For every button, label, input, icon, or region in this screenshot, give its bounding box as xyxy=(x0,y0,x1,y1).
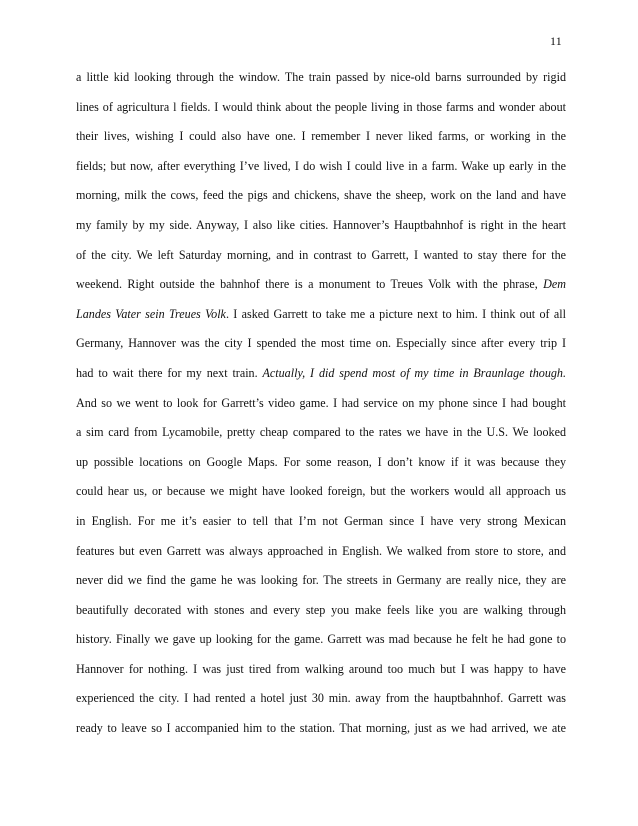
text-line: history. Finally we gave up looking for the game. Garrett was mad because he felt he had gone to xyxy=(76,632,566,647)
text-line: my family by my side. Anyway, I also like cities. Hannover’s Hauptbahnhof is right in the heart xyxy=(76,217,566,232)
text-line: a sim card from Lycamobile, pretty cheap compared to the rates we have in the U.S. We looked xyxy=(76,425,566,440)
body-text xyxy=(76,70,566,751)
page-number: 11 xyxy=(550,34,562,48)
text-line: ready to leave so I accompanied him to the station. That morning, just as we had arrived, we ate xyxy=(76,721,566,736)
text-line: had to wait there for my next train. Actually, I did spend most of my time in Braunlage though. xyxy=(76,365,566,380)
text-line: Germany, Hannover was the city I spended the most time on. Especially since after every trip I xyxy=(76,336,566,351)
text-line: fields; but now, after everything I’ve lived, I do wish I could live in a farm. Wake up early in the xyxy=(76,158,566,173)
text-line: could hear us, or because we might have looked foreign, but the workers would all approach us xyxy=(76,484,566,499)
text-line: up possible locations on Google Maps. For some reason, I don’t know if it was because they xyxy=(76,454,566,469)
text-line: beautifully decorated with stones and every step you make feels like you are walking through xyxy=(76,602,566,617)
italic-phrase: Landes Vater sein Treues Volk xyxy=(76,306,226,321)
text-line: their lives, wishing I could also have one. I remember I never liked farms, or working in the xyxy=(76,129,566,144)
text-line: features but even Garrett was always approached in English. We walked from store to store, and xyxy=(76,543,566,558)
text-line: in English. For me it’s easier to tell that I’m not German since I have very strong Mexican xyxy=(76,513,566,528)
italic-phrase: Dem xyxy=(543,277,566,292)
text-line: Landes Vater sein Treues Volk. I asked Garrett to take me a picture next to him. I think out of all xyxy=(76,306,567,321)
text-line: And so we went to look for Garrett’s video game. I had service on my phone since I had bought xyxy=(76,395,566,410)
text-line: experienced the city. I had rented a hotel just 30 min. away from the hauptbahnhof. Garrett was xyxy=(76,691,566,706)
text-line: weekend. Right outside the bahnhof there is a monument to Treues Volk with the phrase, Dem xyxy=(76,277,566,292)
italic-phrase: Actually, I did spend most of my time in Braunlage though. xyxy=(262,365,566,380)
text-line: lines of agricultura l fields. I would think about the people living in those farms and wonder about xyxy=(76,99,566,114)
text-line: Hannover for nothing. I was just tired from walking around too much but I was happy to have xyxy=(76,661,566,676)
text-line: never did we find the game he was looking for. The streets in Germany are really nice, they are xyxy=(76,573,566,588)
text-line: of the city. We left Saturday morning, and in contrast to Garrett, I wanted to stay there for the xyxy=(76,247,566,262)
text-line: a little kid looking through the window. The train passed by nice-old barns surrounded by rigid xyxy=(76,70,566,84)
text-line: morning, milk the cows, feed the pigs and chickens, shave the sheep, work on the land and have xyxy=(76,188,566,203)
